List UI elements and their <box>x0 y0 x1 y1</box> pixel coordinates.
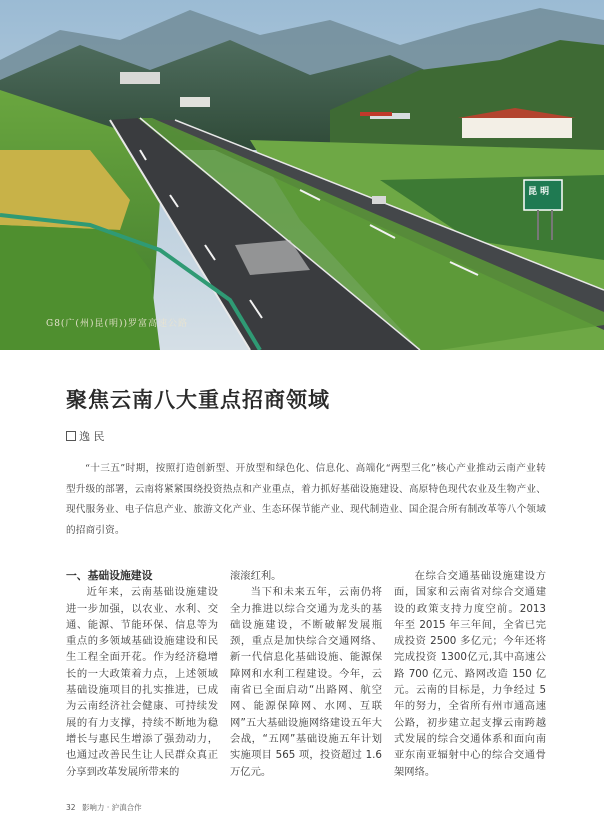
column-2 <box>230 568 382 780</box>
square-icon <box>66 431 76 441</box>
lead-paragraph: “十三五”时期，按照打造创新型、开放型和绿色化、信息化、高端化“两型三化”核心产业推动云南产业转型升级的部署，云南将紧紧围绕投资热点和产业重点，着力抓好基础设施建设、高原特色现代农业及生物产业、现代服务业、电子信息产业、旅游文化产业、生态环保节能产业、现代制造业、国企混合所有制改革等八个领域的招商引资。 <box>66 463 546 536</box>
body-paragraph-continued: 滚滚红利。 <box>230 570 282 582</box>
section-heading: 一、基础设施建设 <box>66 569 153 582</box>
page-footer <box>66 802 142 813</box>
photo-caption: G8(广(州)昆(明))罗富高速公路 <box>46 319 188 329</box>
hero-photo <box>0 0 604 350</box>
body-paragraph: 当下和未来五年，云南仍将全力推进以综合交通为龙头的基础设施建设，不断破解发展瓶颈，重点是加快综合交通网络、新一代信息化基础设施、能源保障网和水利工程建设。今年，云南省已全面启动“出路网、航空网、能源保障网、水网、互联网”五大基础设施网络建设五年大会战，“五网”基础设施五年计划实施项目 565 项，投资超过 1.6 万亿元。 <box>230 586 382 778</box>
magazine-name: 影响力 · 沪滇合作 <box>81 803 142 812</box>
author-byline <box>66 428 105 444</box>
page-number: 32 <box>66 803 76 812</box>
column-3 <box>394 568 546 780</box>
body-paragraph: 近年来，云南基础设施建设进一步加强，以农业、水利、交通、能源、节能环保、信息等为重点的多领域基础设施建设和民生工程全面开花。作为经济稳增长的一大政策着力点，上述领域基础设施项目的扎实推进，已成为云南经济社会健康、可持续发展的有力支撑，持续不断地为稳增长与惠民生增添了强劲动力，也通过改善民生让人民群众真正分享到改革发展所带来的 <box>66 586 218 778</box>
column-1 <box>66 568 218 780</box>
author-name: 逸 民 <box>79 430 105 443</box>
sign-label: 昆 明 <box>528 187 550 197</box>
page-title: 聚焦云南八大重点招商领域 <box>66 388 330 412</box>
body-paragraph: 在综合交通基础设施建设方面，国家和云南省对综合交通建设的政策支持力度空前。2013 年至 2015 年三年间，全省已完成投资 2500 多亿元；今年还将完成投资 1300亿元,其中高速公路 700 亿元、路网改造 150 亿元。云南的目标是，力争经过 5 年的努力，全省所有州市通高速公路，初步建立起支撑云南跨越式发展的综合交通体系和面向南亚东南亚辐射中心的综合交通骨架网络。 <box>394 570 546 778</box>
